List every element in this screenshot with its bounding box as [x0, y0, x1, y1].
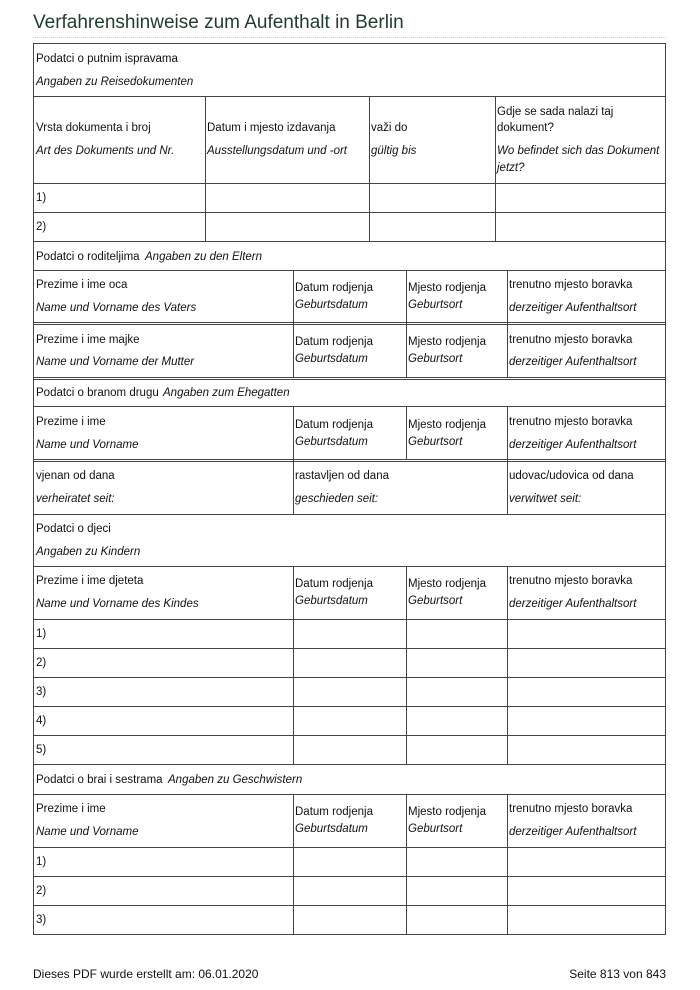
divider [34, 706, 665, 707]
sibling-row-2: 2) [36, 885, 47, 897]
sibling-dob-bs: Datum rodjenja [295, 806, 373, 818]
siblings-heading-de: Angaben zu Geschwistern [168, 774, 303, 786]
divider [34, 847, 665, 848]
mother-res-bs: trenutno mjesto boravka [509, 334, 633, 346]
divider [34, 648, 665, 649]
mother-pob-de: Geburtsort [408, 353, 463, 365]
divider [507, 794, 508, 935]
divider [34, 905, 665, 906]
divider [406, 794, 407, 935]
travel-docs-heading-bs: Podatci o putnim ispravama [36, 53, 178, 65]
child-name-bs: Prezime i ime djeteta [36, 575, 144, 587]
child-row-3: 3) [36, 686, 47, 698]
divider [34, 619, 665, 620]
col-location-de-2: jetzt? [497, 162, 525, 174]
divider [34, 96, 665, 97]
child-name-de: Name und Vorname des Kindes [36, 598, 199, 610]
child-row-5: 5) [36, 744, 47, 756]
divider [205, 96, 206, 242]
father-res-bs: trenutno mjesto boravka [509, 279, 633, 291]
sibling-row-3: 3) [36, 914, 47, 926]
child-dob-bs: Datum rodjenja [295, 578, 373, 590]
sibling-name-bs: Prezime i ime [36, 803, 106, 815]
widowed-since-de: verwitwet seit: [509, 493, 582, 505]
spouse-res-de: derzeitiger Aufenthaltsort [509, 439, 637, 451]
child-row-2: 2) [36, 657, 47, 669]
divider [34, 566, 665, 567]
parents-heading-bs: Podatci o roditeljima [36, 251, 140, 263]
spouse-dob-bs: Datum rodjenja [295, 419, 373, 431]
spouse-res-bs: trenutno mjesto boravka [509, 416, 633, 428]
divider [34, 212, 665, 213]
parents-heading-de: Angaben zu den Eltern [145, 251, 263, 263]
sibling-pob-bs: Mjesto rodjenja [408, 806, 486, 818]
col-issue-de: Ausstellungsdatum und -ort [207, 145, 347, 157]
mother-res-de: derzeitiger Aufenthaltsort [509, 356, 637, 368]
child-dob-de: Geburtsdatum [295, 595, 368, 607]
married-since-de: verheiratet seit: [36, 493, 115, 505]
spouse-name-bs: Prezime i ime [36, 416, 106, 428]
sibling-row-1: 1) [36, 856, 47, 868]
page-title: Verfahrenshinweise zum Aufenthalt in Berlin [33, 12, 404, 33]
col-doc-type-de: Art des Dokuments und Nr. [36, 145, 175, 157]
divider [34, 876, 665, 877]
father-name-bs: Prezime i ime oca [36, 279, 128, 291]
footer-created-date: Dieses PDF wurde erstellt am: 06.01.2020 [33, 967, 259, 981]
mother-dob-bs: Datum rodjenja [295, 336, 373, 348]
widowed-since-bs: udovac/udovica od dana [509, 470, 634, 482]
travel-doc-row-2: 2) [36, 221, 47, 233]
sibling-pob-de: Geburtsort [408, 823, 463, 835]
father-pob-bs: Mjesto rodjenja [408, 282, 486, 294]
spouse-pob-de: Geburtsort [408, 436, 463, 448]
divider [34, 794, 665, 795]
spouse-heading-de: Angaben zum Ehegatten [163, 387, 290, 399]
divider [34, 459, 665, 462]
child-row-4: 4) [36, 715, 47, 727]
siblings-heading-bs: Podatci o brai i sestrama [36, 774, 163, 786]
divider [34, 183, 665, 184]
divider [34, 322, 665, 325]
divider [34, 514, 665, 515]
father-pob-de: Geburtsort [408, 299, 463, 311]
title-divider [33, 37, 666, 38]
child-row-1: 1) [36, 628, 47, 640]
sibling-res-bs: trenutno mjesto boravka [509, 803, 633, 815]
footer-page-number: Seite 813 von 843 [569, 967, 666, 981]
col-location-de-1: Wo befindet sich das Dokument [497, 145, 660, 157]
spouse-dob-de: Geburtsdatum [295, 436, 368, 448]
married-since-bs: vjenan od dana [36, 470, 115, 482]
mother-pob-bs: Mjesto rodjenja [408, 336, 486, 348]
sibling-name-de: Name und Vorname [36, 826, 139, 838]
sibling-res-de: derzeitiger Aufenthaltsort [509, 826, 637, 838]
child-pob-de: Geburtsort [408, 595, 463, 607]
col-location-bs-1: Gdje se sada nalazi taj [497, 106, 614, 118]
divider [34, 406, 665, 407]
divider [34, 377, 665, 380]
travel-docs-heading-de: Angaben zu Reisedokumenten [36, 76, 194, 88]
divider [34, 677, 665, 678]
col-doc-type-bs: Vrsta dokumenta i broj [36, 122, 151, 134]
divider [369, 96, 370, 242]
children-heading-bs: Podatci o djeci [36, 523, 111, 535]
child-pob-bs: Mjesto rodjenja [408, 578, 486, 590]
divider [34, 764, 665, 765]
sibling-dob-de: Geburtsdatum [295, 823, 368, 835]
form-table [33, 43, 666, 935]
children-heading-de: Angaben zu Kindern [36, 546, 141, 558]
mother-dob-de: Geburtsdatum [295, 353, 368, 365]
divider [34, 241, 665, 242]
divider [293, 794, 294, 935]
divider [34, 735, 665, 736]
spouse-heading-bs: Podatci o branom drugu [36, 387, 159, 399]
divider [495, 96, 496, 242]
divider [34, 270, 665, 271]
col-location-bs-2: dokument? [497, 122, 554, 134]
col-issue-bs: Datum i mjesto izdavanja [207, 122, 336, 134]
col-valid-bs: važi do [371, 122, 408, 134]
child-res-bs: trenutno mjesto boravka [509, 575, 633, 587]
father-dob-bs: Datum rodjenja [295, 282, 373, 294]
divorced-since-bs: rastavljen od dana [295, 470, 389, 482]
spouse-pob-bs: Mjesto rodjenja [408, 419, 486, 431]
spouse-name-de: Name und Vorname [36, 439, 139, 451]
father-dob-de: Geburtsdatum [295, 299, 368, 311]
child-res-de: derzeitiger Aufenthaltsort [509, 598, 637, 610]
mother-name-bs: Prezime i ime majke [36, 334, 140, 346]
mother-name-de: Name und Vorname der Mutter [36, 356, 195, 368]
father-res-de: derzeitiger Aufenthaltsort [509, 302, 637, 314]
travel-doc-row-1: 1) [36, 192, 47, 204]
col-valid-de: gültig bis [371, 145, 417, 157]
divider [406, 406, 407, 459]
divorced-since-de: geschieden seit: [295, 493, 379, 505]
father-name-de: Name und Vorname des Vaters [36, 302, 197, 314]
